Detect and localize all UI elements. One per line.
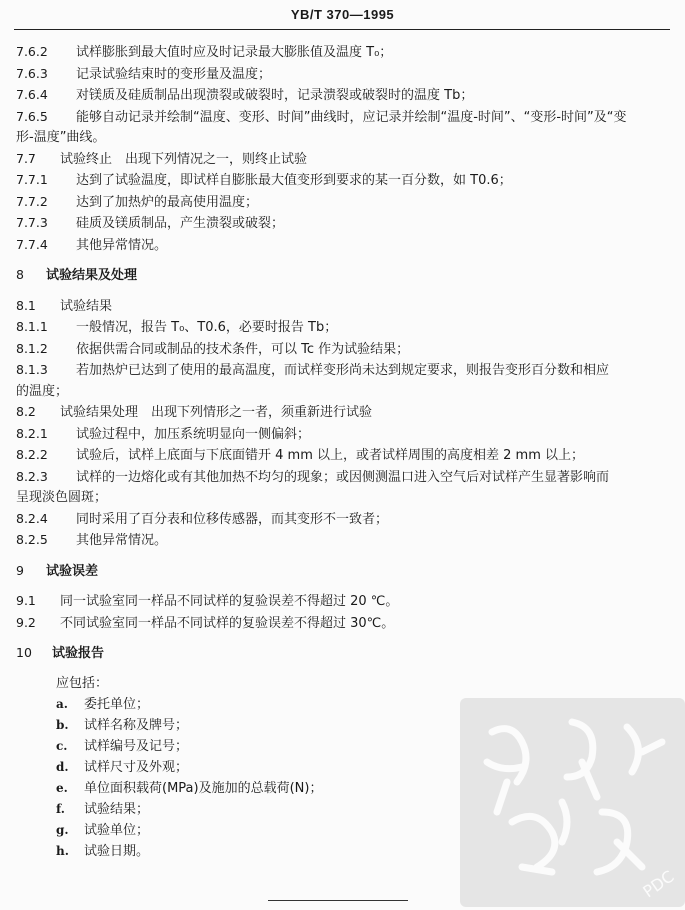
clause-text: 形-温度”曲线。 (16, 130, 106, 145)
clause-number: 9.2 (16, 614, 36, 630)
list-text: 委托单位； (84, 697, 150, 712)
clause-8-1-3-continued (16, 382, 666, 403)
section-title: 试验报告 (52, 646, 105, 661)
clause-number: 8.1.1 (16, 319, 48, 334)
clause-text: 若加热炉已达到了使用的最高温度，而试样变形尚未达到规定要求，则报告变形百分数和相应 (76, 363, 610, 378)
clause-7-7-4 (16, 235, 666, 257)
clause-8-2-4 (16, 509, 666, 531)
clause-text: 其他异常情况。 (76, 533, 168, 548)
clause-text: 试验后，试样上底面与下底面错开 4 mm 以上，或者试样周围的高度相差 2 mm 以上； (76, 448, 584, 463)
clause-text: 呈现淡色圆斑； (16, 490, 108, 505)
clause-text: 能够自动记录并绘制“温度、变形、时间”曲线时，应记录并绘制“温度-时间”、“变形-时间”及“变 (76, 109, 627, 125)
clause-text: 其他异常情况。 (76, 237, 168, 253)
clause-number: 7.7 (16, 150, 36, 166)
clause-8-1-1 (16, 317, 666, 339)
clause-text: 一般情况，报告 T₀、T0.6，必要时报告 Tb； (76, 320, 338, 335)
clause-number: 8.1.3 (16, 362, 48, 377)
clause-number: 7.6.2 (16, 44, 48, 59)
clause-text: 不同试验室同一样品不同试样的复验误差不得超过 30℃。 (60, 615, 395, 631)
section-title: 试验误差 (46, 563, 99, 579)
clause-8-2-2 (16, 445, 666, 467)
list-text: 试验日期。 (84, 844, 150, 859)
clause-8-2-3 (16, 467, 666, 489)
footer-divider (268, 900, 408, 901)
clause-text: 试验结果 (60, 298, 113, 314)
list-text: 试验结果； (84, 802, 150, 817)
clause-number: 7.7.1 (16, 172, 48, 187)
clause-text: 试验终止 出现下列情况之一，则终止试验 (60, 151, 308, 167)
clause-7-6-2 (16, 42, 666, 64)
clause-7-7 (16, 149, 666, 171)
clause-number: 8.2.5 (16, 532, 48, 547)
clause-number: 8.2.4 (16, 510, 48, 526)
clause-9-2 (16, 613, 666, 635)
clause-number: 8.2.3 (16, 468, 48, 484)
clause-number: 7.7.3 (16, 215, 48, 230)
clause-number: 8.1 (16, 297, 36, 313)
list-text: 试样名称及牌号； (84, 718, 189, 733)
header-divider (14, 29, 670, 30)
section-10-heading (16, 643, 666, 665)
list-letter: b. (56, 718, 69, 732)
seal-stamp-icon (452, 692, 685, 907)
list-text: 试样编号及记号； (84, 739, 189, 754)
list-letter: c. (56, 739, 68, 753)
clause-7-7-1 (16, 170, 666, 192)
clause-number: 7.6.4 (16, 87, 48, 102)
clause-number: 7.6.5 (16, 108, 48, 124)
list-text: 单位面积载荷(MPa)及施加的总载荷(N)； (84, 781, 323, 796)
clause-text: 对镁质及硅质制品出现溃裂或破裂时，记录溃裂或破裂时的温度 Tb； (76, 88, 474, 103)
clause-text: 达到了加热炉的最高使用温度； (76, 194, 259, 210)
clause-number: 9.1 (16, 593, 36, 608)
section-8-heading (16, 265, 666, 287)
clause-8-2-1 (16, 424, 666, 446)
clause-number: 7.7.2 (16, 193, 48, 209)
clause-text: 试验过程中，加压系统明显向一侧偏斜； (76, 426, 311, 442)
clause-text: 的温度； (16, 383, 69, 399)
page-header-code: YB/T 370—1995 (290, 7, 395, 22)
report-intro: 应包括： (56, 675, 109, 691)
section-number: 8 (16, 267, 24, 282)
watermark-text: PDC (639, 866, 678, 902)
list-text: 试验单位； (84, 823, 150, 838)
clause-text: 试样的一边熔化或有其他加热不均匀的现象；或因侧测温口进入空气后对试样产生显著影响而 (76, 469, 610, 485)
clause-8-2-5 (16, 530, 666, 552)
list-letter: e. (56, 781, 68, 795)
clause-7-7-3 (16, 213, 666, 235)
clause-text: 试样膨胀到最大值时应及时记录最大膨胀值及温度 T₀； (76, 45, 393, 60)
clause-text: 同时采用了百分表和位移传感器，而其变形不一致者； (76, 511, 389, 527)
clause-number: 7.6.3 (16, 65, 48, 81)
clause-number: 7.7.4 (16, 236, 48, 252)
clause-7-6-5 (16, 107, 666, 129)
list-letter: h. (56, 844, 69, 858)
list-letter: g. (56, 823, 69, 837)
clause-8-1 (16, 296, 666, 318)
list-text: 试样尺寸及外观； (84, 760, 189, 775)
clause-9-1 (16, 591, 666, 613)
clause-text: 依据供需合同或制品的技术条件，可以 Tc 作为试验结果； (76, 341, 410, 357)
clause-8-1-3 (16, 360, 666, 382)
clause-text: 试验结果处理 出现下列情形之一者，须重新进行试验 (60, 405, 373, 420)
list-letter: a. (56, 697, 68, 711)
clause-8-1-2 (16, 339, 666, 361)
clause-7-6-4 (16, 85, 666, 107)
clause-text: 记录试验结束时的变形量及温度； (76, 66, 272, 82)
clause-number: 8.1.2 (16, 340, 48, 356)
clause-7-7-2 (16, 192, 666, 214)
clause-7-6-3 (16, 64, 666, 86)
list-letter: f. (56, 802, 65, 816)
clause-number: 8.2 (16, 404, 36, 419)
clause-8-2-3-continued (16, 488, 666, 509)
clause-text: 达到了试验温度，即试样自膨胀最大值变形到要求的某一百分数，如 T0.6； (76, 173, 512, 188)
clause-8-2 (16, 402, 666, 424)
section-9-heading (16, 561, 666, 583)
clause-number: 8.2.1 (16, 425, 48, 441)
clause-7-6-5-continued (16, 128, 666, 149)
clause-text: 硅质及镁质制品，产生溃裂或破裂； (76, 216, 285, 231)
section-number: 9 (16, 562, 24, 578)
section-title: 试验结果及处理 (46, 268, 138, 283)
list-letter: d. (56, 760, 69, 774)
clause-text: 同一试验室同一样品不同试样的复验误差不得超过 20 ℃。 (60, 594, 399, 609)
clause-number: 8.2.2 (16, 447, 48, 462)
section-number: 10 (16, 645, 32, 660)
